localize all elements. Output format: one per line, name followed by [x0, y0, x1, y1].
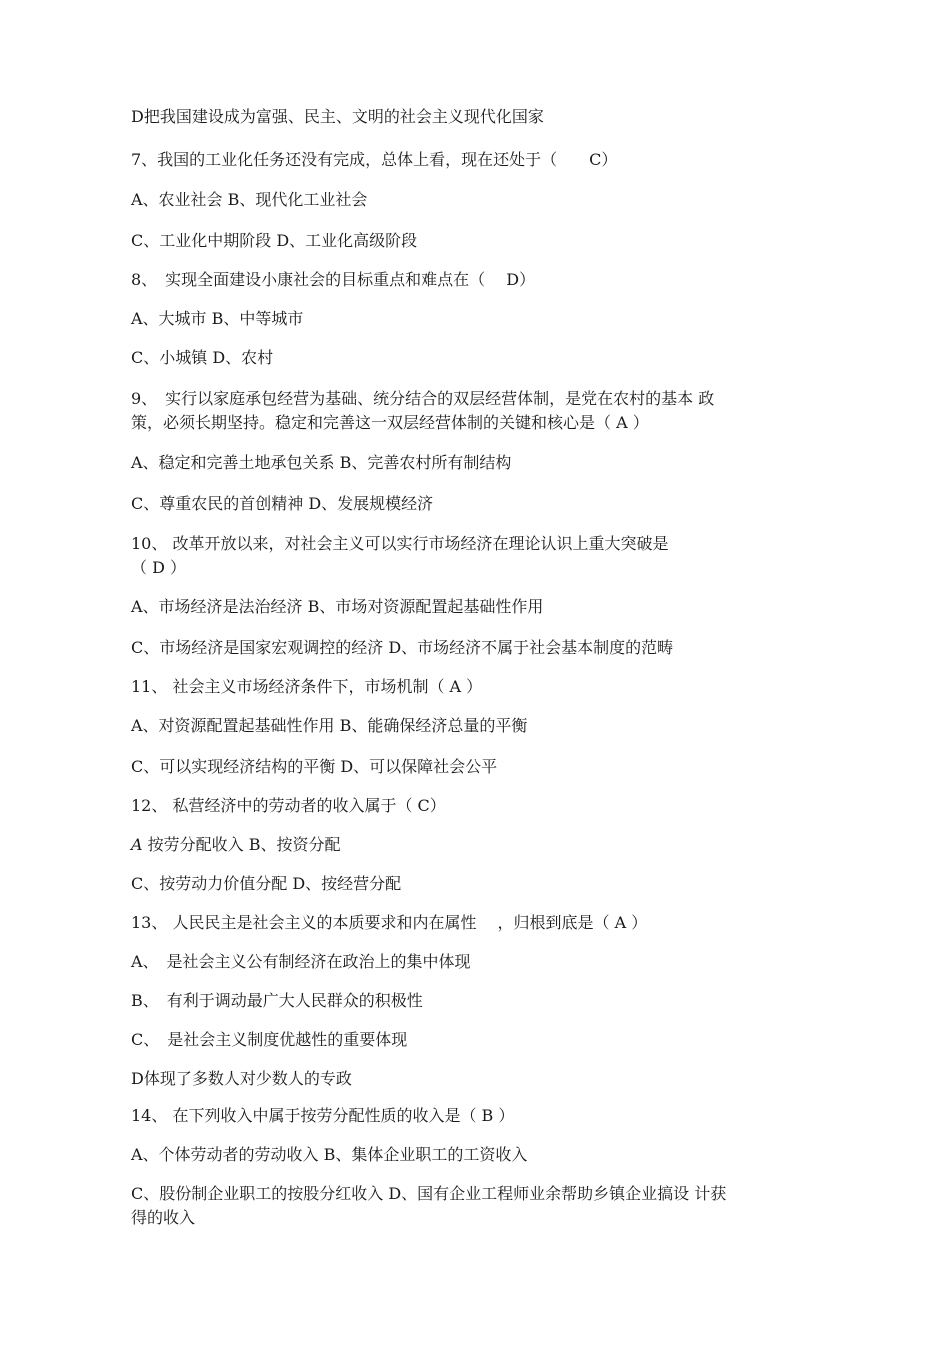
question-14: 14、 在下列收入中属于按劳分配性质的收入是（ B ） [131, 1106, 515, 1125]
question-7: 7、我国的工业化任务还没有完成，总体上看，现在还处于（ C） [131, 150, 618, 169]
options-line: C、工业化中期阶段 D、工业化高级阶段 [131, 231, 418, 250]
option-c: C、 是社会主义制度优越性的重要体现 [131, 1030, 408, 1049]
options-line: C、可以实现经济结构的平衡 D、可以保障社会公平 [131, 757, 498, 776]
options-line: A、大城市 B、中等城市 [131, 309, 304, 328]
option-d: D体现了多数人对少数人的专政 [131, 1069, 352, 1088]
question-9: 9、 实行以家庭承包经营为基础、统分结合的双层经营体制，是党在农村的基本 政 [131, 389, 715, 408]
options-line [131, 833, 811, 856]
option-b: B、 有利于调动最广大人民群众的积极性 [131, 991, 423, 1010]
options-line: A、对资源配置起基础性作用 B、能确保经济总量的平衡 [131, 716, 528, 735]
text-line: D把我国建设成为富强、民主、文明的社会主义现代化国家 [131, 107, 544, 126]
options-line: C、股份制企业职工的按股分红收入 D、国有企业工程师业余帮助乡镇企业搞设 计获 [131, 1184, 727, 1203]
options-line: C、按劳动力价值分配 D、按经营分配 [131, 874, 402, 893]
options-line: C、市场经济是国家宏观调控的经济 D、市场经济不属于社会基本制度的范畴 [131, 638, 674, 657]
question-10: 10、 改革开放以来，对社会主义可以实行市场经济在理论认识上重大突破是 [131, 534, 669, 553]
options-line-cont: 得的收入 [131, 1208, 196, 1227]
options-line: A、农业社会 B、现代化工业社会 [131, 190, 368, 209]
question-13: 13、 人民民主是社会主义的本质要求和内在属性 ，归根到底是（ A ） [131, 913, 648, 932]
question-11: 11、 社会主义市场经济条件下，市场机制（ A ） [131, 677, 483, 696]
question-10-answer: （ D ） [131, 558, 187, 577]
options-text: 按劳分配收入 B、按资分配 [147, 835, 341, 854]
options-line: A、市场经济是法治经济 B、市场对资源配置起基础性作用 [131, 597, 544, 616]
italic-option-letter: A [131, 835, 143, 854]
options-line: C、小城镇 D、农村 [131, 348, 274, 367]
question-9-cont: 策，必须长期坚持。稳定和完善这一双层经营体制的关键和核心是（ A ） [131, 413, 649, 432]
question-12: 12、 私营经济中的劳动者的收入属于（ C） [131, 796, 446, 815]
options-line: A、稳定和完善土地承包关系 B、完善农村所有制结构 [131, 453, 512, 472]
options-line: C、尊重农民的首创精神 D、发展规模经济 [131, 494, 434, 513]
options-line: A、个体劳动者的劳动收入 B、集体企业职工的工资收入 [131, 1145, 528, 1164]
question-8: 8、 实现全面建设小康社会的目标重点和难点在（ D） [131, 270, 536, 289]
option-a: A、 是社会主义公有制经济在政治上的集中体现 [131, 952, 471, 971]
